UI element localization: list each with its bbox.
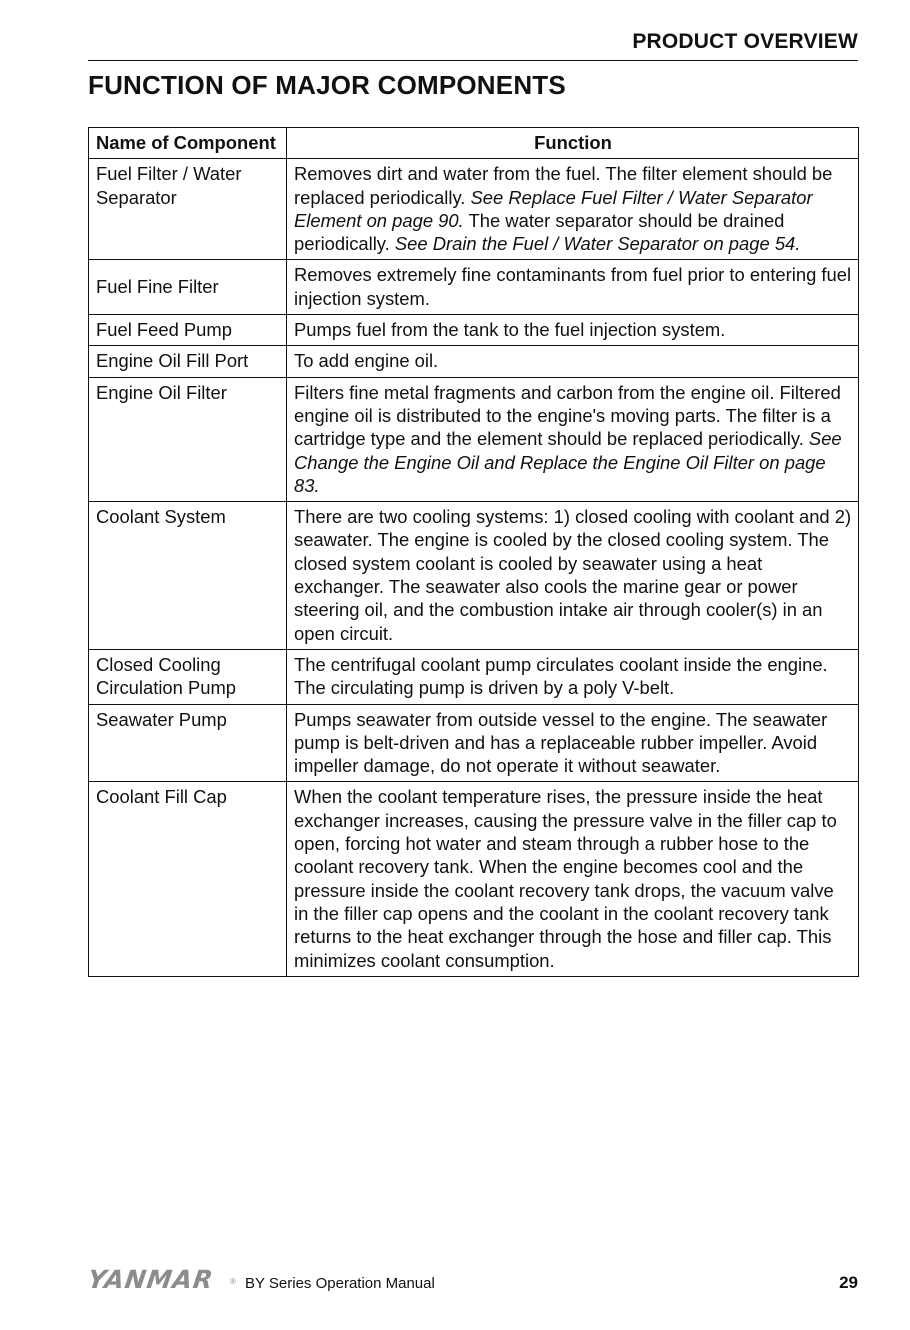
cross-reference: See Change the Engine Oil and Replace the Engine Oil Filter on page 83. [294, 428, 842, 496]
table-row [89, 649, 859, 704]
table-row [89, 315, 859, 346]
component-name: Coolant System [89, 502, 287, 650]
registered-mark: ® [230, 1277, 236, 1286]
cross-reference: See Replace Fuel Filter / Water Separator Element on page 90. [294, 186, 813, 231]
component-name: Engine Oil Fill Port [89, 346, 287, 377]
function-text: Pumps fuel from the tank to the fuel injection system. [294, 319, 726, 341]
column-header-function: Function [287, 128, 859, 159]
function-text: The water separator should be drained periodically. [294, 209, 785, 255]
table-row [89, 377, 859, 501]
component-function [287, 704, 859, 782]
component-function [287, 782, 859, 976]
page-number: 29 [839, 1273, 858, 1292]
function-text: There are two cooling systems: 1) closed cooling with coolant and 2) seawater. The engine is cooled by the closed cooling system. The closed system coolant is cooled by seawater using a heat exchanger. The seawater also cools the marine gear or power steering oil, and the combustion intake air through cooler(s) in an open circuit. [294, 506, 852, 644]
function-text: The centrifugal coolant pump circulates coolant inside the engine. The circulating pump is driven by a poly V-belt. [294, 653, 828, 699]
components-table [88, 127, 859, 977]
function-text: Removes dirt and water from the fuel. The filter element should be replaced periodically. [294, 163, 833, 208]
cross-reference: See Drain the Fuel / Water Separator on page 54. [394, 233, 801, 255]
function-text: Pumps seawater from outside vessel to the engine. The seawater pump is belt-driven and has a replaceable rubber impeller. Avoid impeller damage, do not operate it without seawater. [294, 708, 828, 777]
component-function [287, 315, 859, 346]
component-name: Seawater Pump [89, 704, 287, 782]
function-text: To add engine oil. [294, 350, 439, 372]
component-name: Fuel Fine Filter [89, 260, 287, 315]
function-text: Removes extremely fine contaminants from fuel prior to entering fuel injection system. [294, 264, 852, 309]
page-title: FUNCTION OF MAJOR COMPONENTS [88, 70, 566, 100]
component-function [287, 159, 859, 260]
component-name: Fuel Feed Pump [89, 315, 287, 346]
component-function [287, 377, 859, 501]
table-header-row [89, 128, 859, 159]
column-header-name: Name of Component [89, 128, 287, 159]
manual-name: BY Series Operation Manual [245, 1275, 435, 1292]
table-row [89, 346, 859, 377]
page-footer [85, 1265, 858, 1298]
component-function [287, 346, 859, 377]
table-row [89, 502, 859, 650]
component-name: Coolant Fill Cap [89, 782, 287, 976]
function-text: When the coolant temperature rises, the pressure inside the heat exchanger increases, causing the pressure valve in the filler cap to open, forcing hot water and steam through a rubber hose to the coolant recovery tank. When the engine becomes cool and the pressure inside the coolant recovery tank drops, the vacuum valve in the filler cap opens and the coolant in the coolant recovery tank returns to the heat exchanger through the hose and filler cap. This minimizes coolant consumption. [294, 786, 837, 971]
table-row [89, 782, 859, 976]
component-name: Fuel Filter / Water Separator [89, 159, 287, 260]
section-title: PRODUCT OVERVIEW [632, 30, 858, 53]
component-function [287, 649, 859, 704]
table-row [89, 159, 859, 260]
function-text: Filters fine metal fragments and carbon from the engine oil. Filtered engine oil is distributed to the engine's moving parts. The filter is a cartridge type and the element should be replaced periodically. [294, 381, 841, 450]
component-name: Closed Cooling Circulation Pump [89, 649, 287, 704]
brand-logo: YANMAR [85, 1265, 216, 1294]
section-header [88, 28, 858, 61]
component-name: Engine Oil Filter [89, 377, 287, 501]
component-function [287, 260, 859, 315]
table-row [89, 704, 859, 782]
table-row [89, 260, 859, 315]
component-function [287, 502, 859, 650]
